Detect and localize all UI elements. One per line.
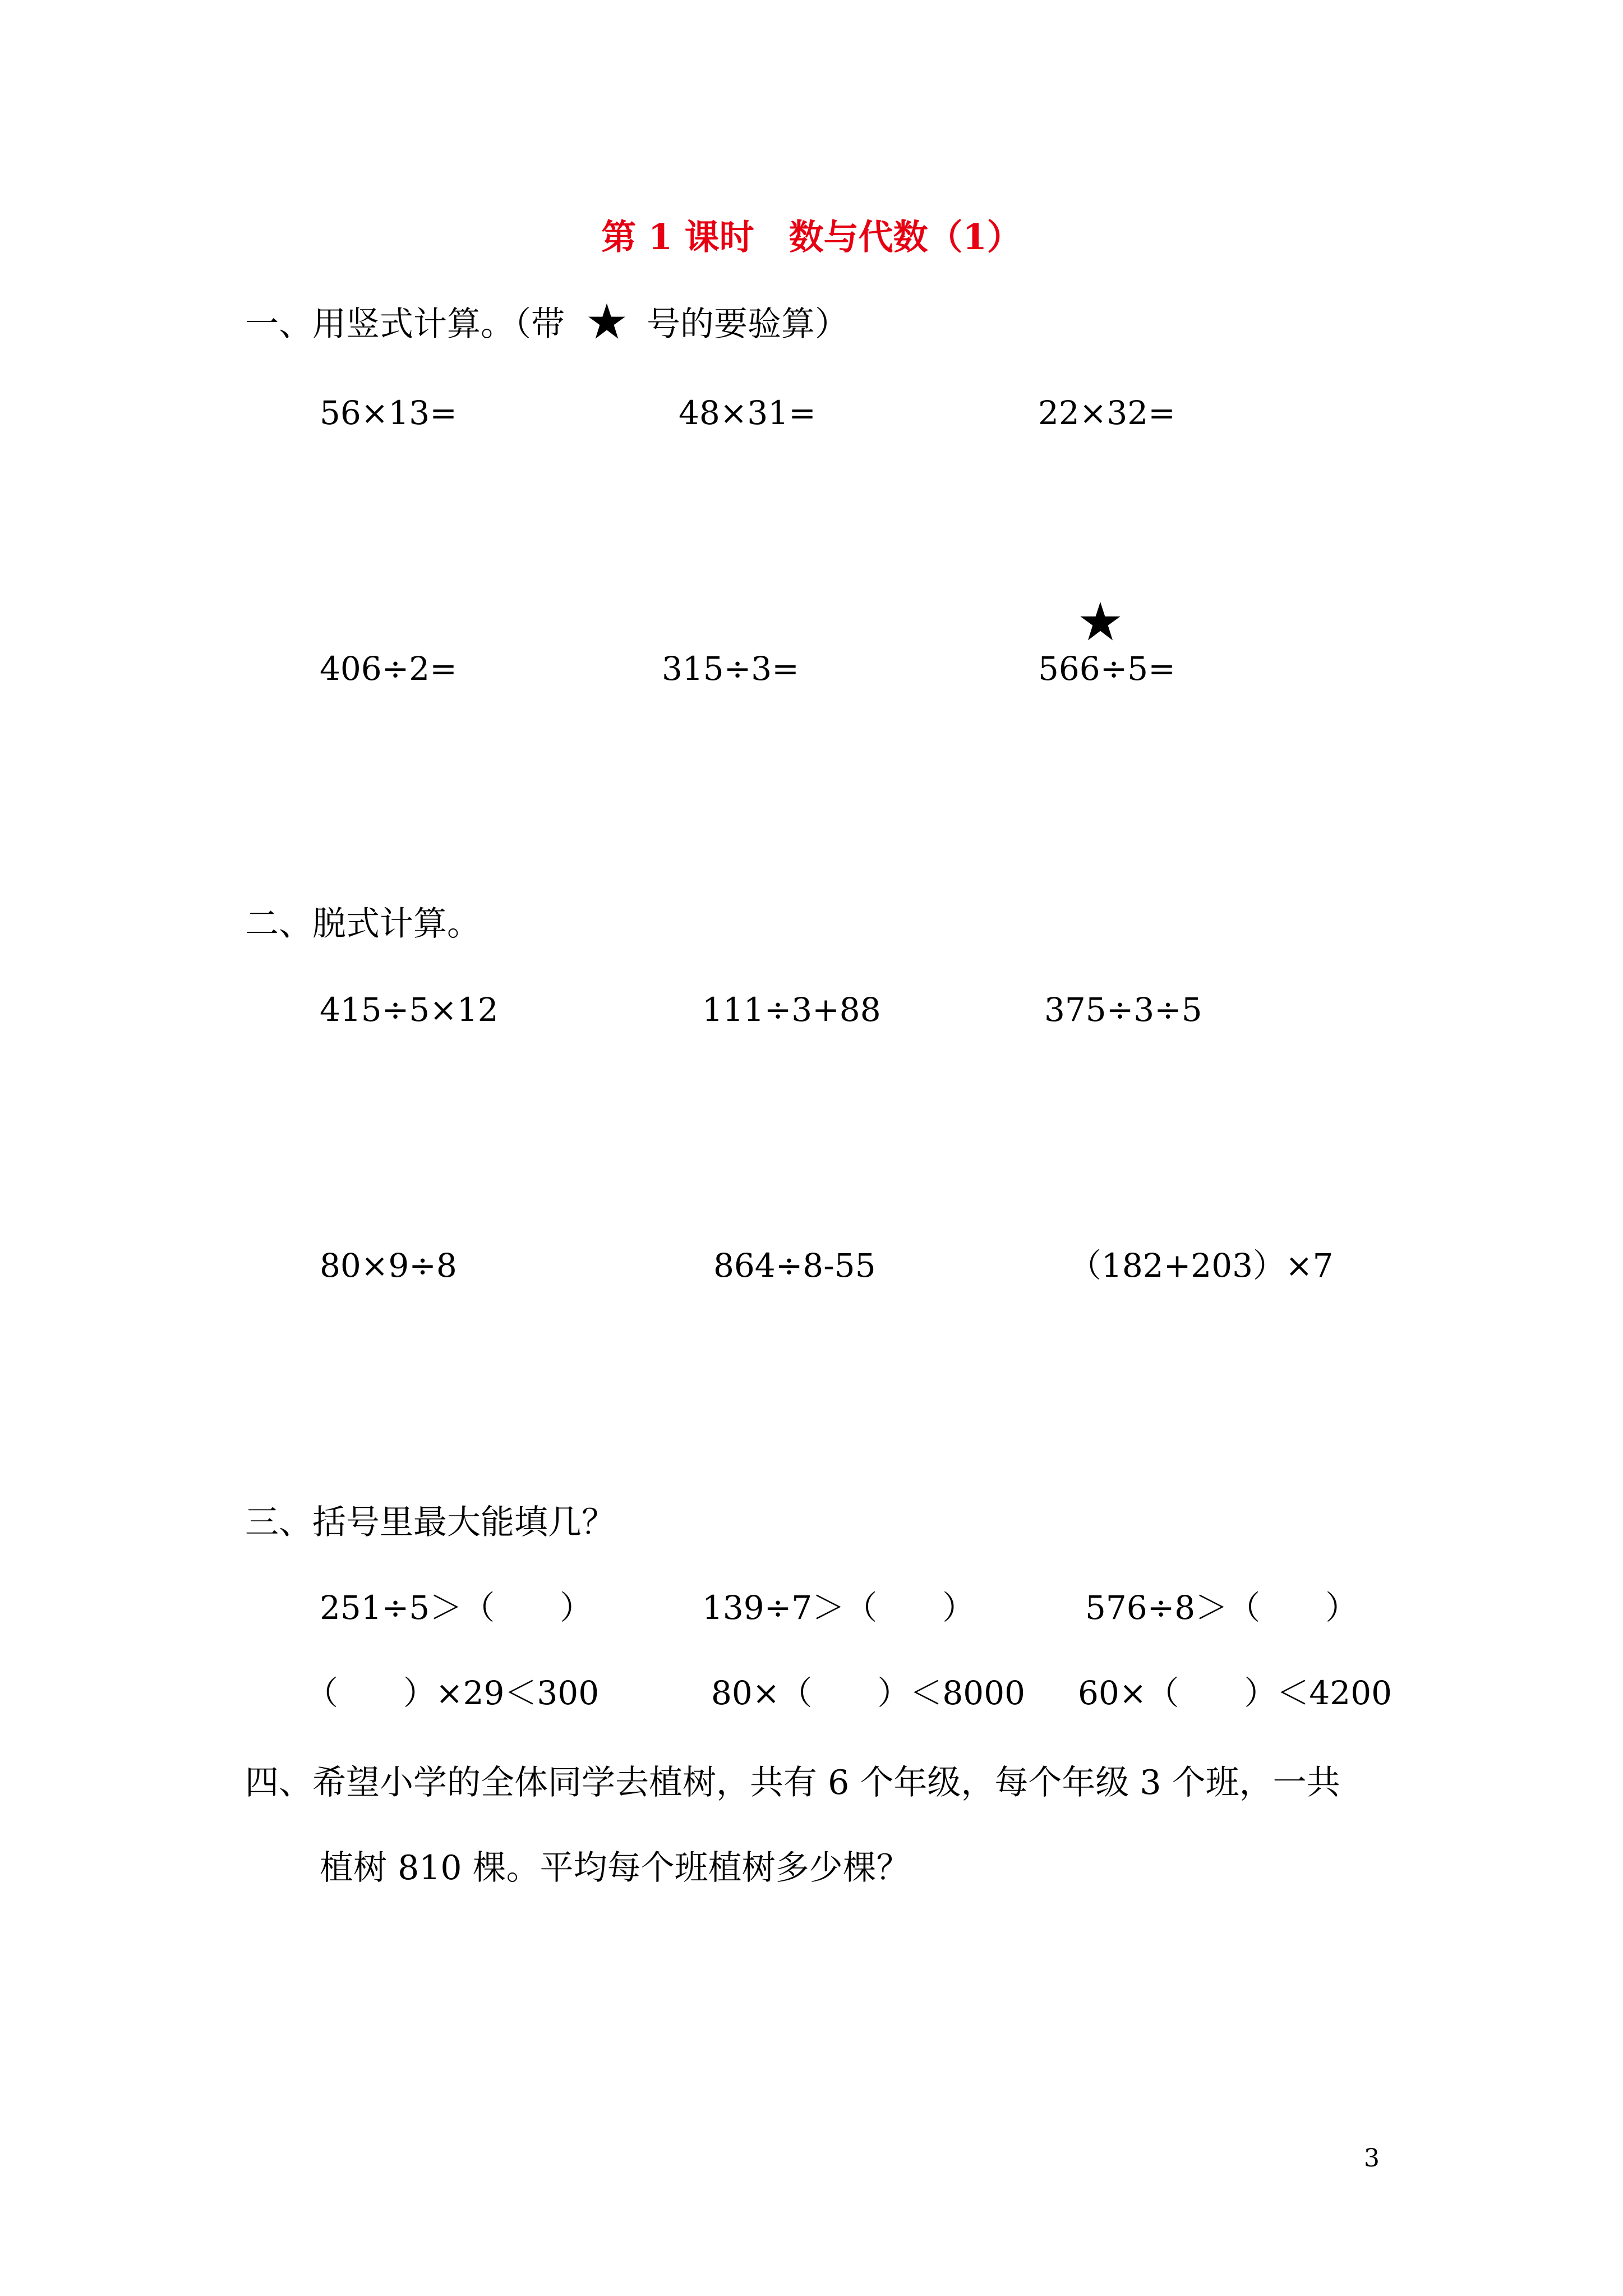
section-1-heading-prefix: 一、用竖式计算。（带: [245, 305, 565, 344]
fill-blank-problem: 139÷7＞（ ）: [702, 1589, 975, 1627]
star-icon: [1079, 600, 1122, 643]
fill-blank-problem: （ ）×29＜300: [306, 1674, 600, 1712]
vertical-calc-problem: 315÷3=: [662, 650, 799, 688]
fill-blank-problem: 60×（ ）＜4200: [1078, 1674, 1393, 1712]
step-calc-problem: 864÷8-55: [713, 1246, 876, 1285]
section-3-heading: 三、括号里最大能填几？: [245, 1503, 615, 1542]
vertical-calc-problem: 48×31=: [679, 394, 816, 432]
vertical-calc-problem: 406÷2=: [320, 650, 457, 688]
page-number: 3: [1364, 2144, 1380, 2173]
vertical-calc-problem: 56×13=: [320, 394, 457, 432]
fill-blank-problem: 80×（ ）＜8000: [711, 1674, 1026, 1712]
vertical-calc-problem-starred: 566÷5=: [1038, 650, 1175, 688]
fill-blank-problem: 251÷5＞（ ）: [320, 1589, 593, 1627]
section-4-heading: 四、希望小学的全体同学去植树，共有 6 个年级，每个年级 3 个班，一共: [245, 1763, 1340, 1802]
fill-blank-problem: 576÷8＞（ ）: [1085, 1589, 1358, 1627]
step-calc-problem: 375÷3÷5: [1044, 991, 1202, 1029]
section-2-heading: 二、脱式计算。: [245, 904, 481, 944]
word-problem-text: 植树 810 棵。平均每个班植树多少棵？: [320, 1848, 910, 1888]
step-calc-problem: 111÷3+88: [702, 991, 881, 1029]
vertical-calc-problem: 22×32=: [1038, 394, 1175, 432]
section-1-heading-suffix: 号的要验算）: [647, 305, 849, 344]
page-title: 第 1 课时 数与代数（1）: [601, 217, 1022, 257]
step-calc-problem: 415÷5×12: [320, 991, 499, 1029]
star-icon: [587, 302, 626, 341]
step-calc-problem: （182+203）×7: [1069, 1246, 1334, 1285]
step-calc-problem: 80×9÷8: [320, 1246, 457, 1285]
section-1-heading: [245, 302, 849, 347]
